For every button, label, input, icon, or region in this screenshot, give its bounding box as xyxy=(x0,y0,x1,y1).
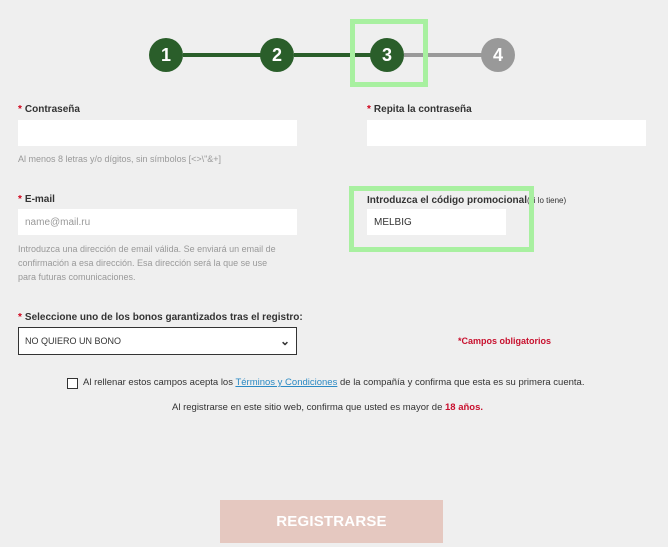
promo-code-highlight xyxy=(349,186,534,252)
password-hint: Al menos 8 letras y/o dígitos, sin símbolos [<>\"&+] xyxy=(18,154,222,164)
required-asterisk: * xyxy=(18,194,22,205)
terms-text: Al rellenar estos campos acepta los Términos y Condiciones de la compañía y confirma que esta es su primera cuenta. xyxy=(83,377,585,388)
terms-checkbox[interactable] xyxy=(67,378,78,389)
password-label: * Contraseña xyxy=(18,104,80,115)
step-1: 1 xyxy=(149,38,183,72)
step-3-current: 3 xyxy=(370,38,404,72)
register-button[interactable]: REGISTRARSE xyxy=(220,500,443,543)
promo-optional-note: (si lo tiene) xyxy=(527,196,567,205)
email-label: * E-mail xyxy=(18,194,55,205)
required-asterisk: * xyxy=(18,104,22,115)
age-value: 18 años. xyxy=(445,402,484,413)
chevron-down-icon: ⌄ xyxy=(279,334,290,348)
age-confirmation: Al registrarse en este sitio web, confirma que usted es mayor de 18 años. xyxy=(172,402,484,413)
step-connector-1-2 xyxy=(183,53,261,57)
step-4: 4 xyxy=(481,38,515,72)
required-asterisk: * xyxy=(18,312,22,323)
repeat-password-input[interactable] xyxy=(367,120,646,146)
promo-code-label: Introduzca el código promocional(si lo tiene) xyxy=(367,195,567,206)
bonus-select[interactable] xyxy=(18,327,297,355)
bonus-selected-value: NO QUIERO UN BONO xyxy=(25,336,122,346)
step-2: 2 xyxy=(260,38,294,72)
current-step-highlight xyxy=(350,19,428,87)
required-asterisk: * xyxy=(367,104,371,115)
terms-link[interactable]: Términos y Condiciones xyxy=(235,377,338,388)
email-hint: Introduzca una dirección de email válida. Se enviará un email de confirmación a esa dirección. Esa dirección será la que se use para futuras comunicaciones. xyxy=(18,244,276,282)
required-fields-note: *Campos obligatorios xyxy=(458,336,552,346)
bonus-label: * Seleccione uno de los bonos garantizados tras el registro: xyxy=(18,312,303,323)
password-input[interactable] xyxy=(18,120,297,146)
repeat-password-label: * Repita la contraseña xyxy=(367,104,472,115)
email-input[interactable] xyxy=(18,209,297,235)
